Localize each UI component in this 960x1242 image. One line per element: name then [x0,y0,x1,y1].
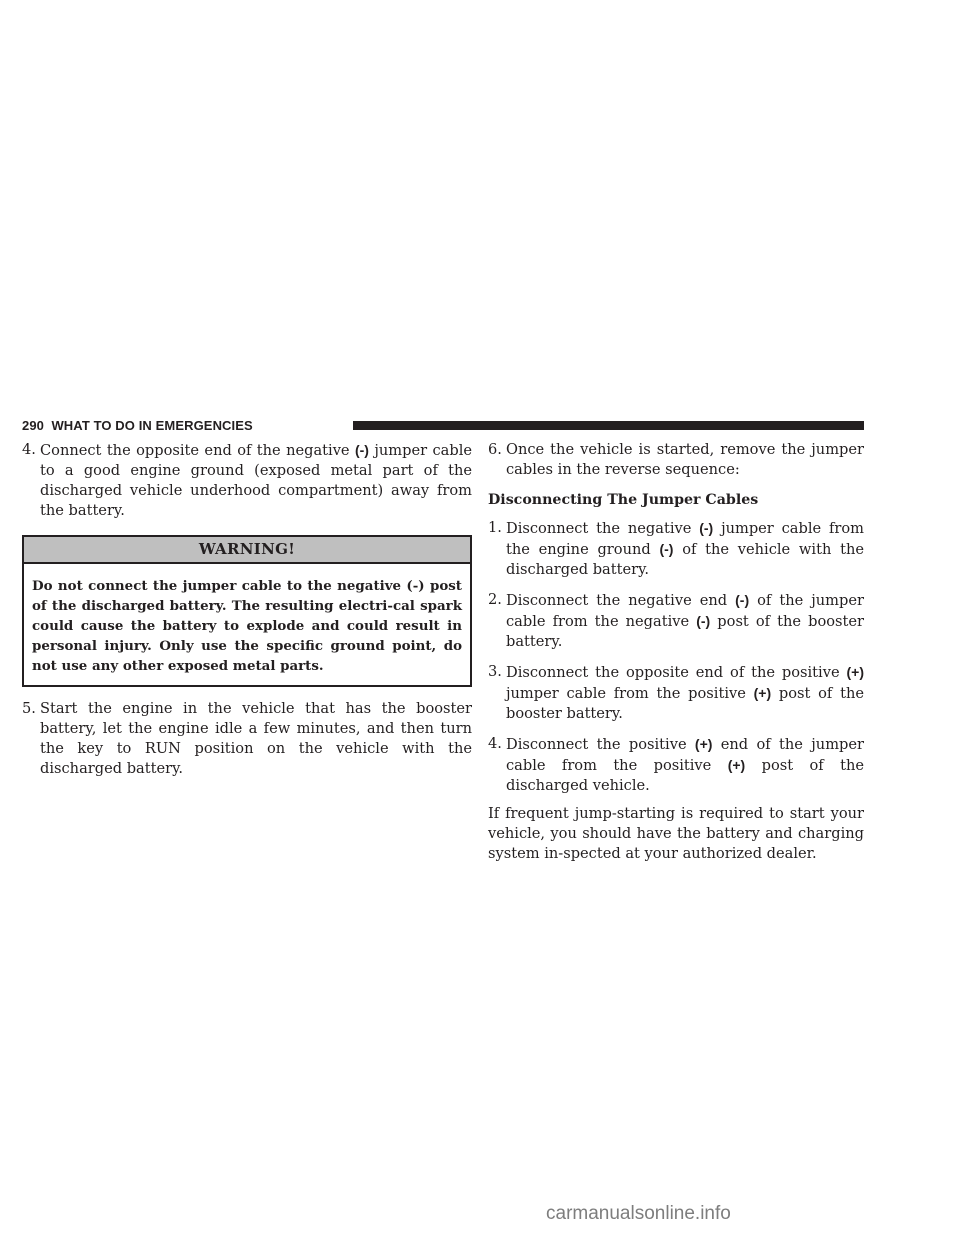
step-number: 3. [488,663,502,680]
step-text: Disconnect the opposite end of the positive [506,664,847,681]
page-header [22,417,864,437]
negative-symbol: (-) [699,520,714,536]
step-5 [22,699,472,779]
step-4 [22,440,472,521]
step-text: Disconnect the positive [506,736,695,753]
step-text: post of the booster battery. [506,685,864,722]
step-text: jumper cable to a good engine ground (exposed metal part of the discharged vehicle underhood compartment) away from the battery. [40,442,472,519]
negative-symbol: (-) [735,592,750,608]
positive-symbol: (+) [753,685,772,701]
watermark: carmanualsonline.info [546,1203,731,1224]
header-rule [353,421,864,430]
step-text: jumper cable from the positive [506,685,754,702]
negative-symbol: (-) [696,613,711,629]
step-number: 4. [22,441,36,458]
step-text: post of the booster battery. [506,613,864,650]
page-header-text [22,418,253,433]
step-text: Start the engine in the vehicle that has the booster battery, let the engine idle a few minutes, and then turn the key to RUN position on the vehicle with the discharged battery. [40,700,472,777]
negative-symbol: (-) [659,541,674,557]
positive-symbol: (+) [846,664,864,680]
step-number: 1. [488,519,502,536]
step-text: Disconnect the negative end [506,592,736,609]
step-text: post of the discharged vehicle. [506,757,864,794]
disconnect-step-2 [488,590,864,652]
section-title: WHAT TO DO IN EMERGENCIES [51,418,253,433]
step-6 [488,440,864,480]
positive-symbol: (+) [694,736,713,752]
warning-box [22,535,472,687]
closing-paragraph: If frequent jump-starting is required to start your vehicle, you should have the battery and charging system in-spected at your authorized dealer. [488,805,864,862]
disconnect-step-3 [488,662,864,724]
step-text: Disconnect the negative [506,520,700,537]
step-number: 4. [488,735,502,752]
positive-symbol: (+) [727,757,746,773]
step-text: end of the jumper cable from the positive [506,736,864,774]
disconnect-step-4 [488,734,864,796]
step-text: Once the vehicle is started, remove the jumper cables in the reverse sequence: [506,441,864,478]
step-number: 5. [22,700,36,717]
right-column [488,440,864,864]
step-text: of the jumper cable from the negative [506,592,864,630]
step-text: Connect the opposite end of the negative [40,442,355,459]
step-number: 6. [488,441,502,458]
step-number: 2. [488,591,502,608]
page-number: 290 [22,418,44,433]
step-text: of the vehicle with the discharged battery. [506,541,864,578]
warning-body: Do not connect the jumper cable to the negative (-) post of the discharged battery. The resulting electri-cal spark could cause the battery to explode and could result in personal injury. Only use the specific ground point, do not use any other exposed metal parts. [32,578,462,674]
negative-symbol: (-) [354,442,369,458]
warning-title: WARNING! [24,537,470,564]
left-column [22,440,472,793]
step-text: jumper cable from the engine ground [506,520,864,558]
subheading: Disconnecting The Jumper Cables [488,492,759,508]
disconnect-step-1 [488,518,864,580]
